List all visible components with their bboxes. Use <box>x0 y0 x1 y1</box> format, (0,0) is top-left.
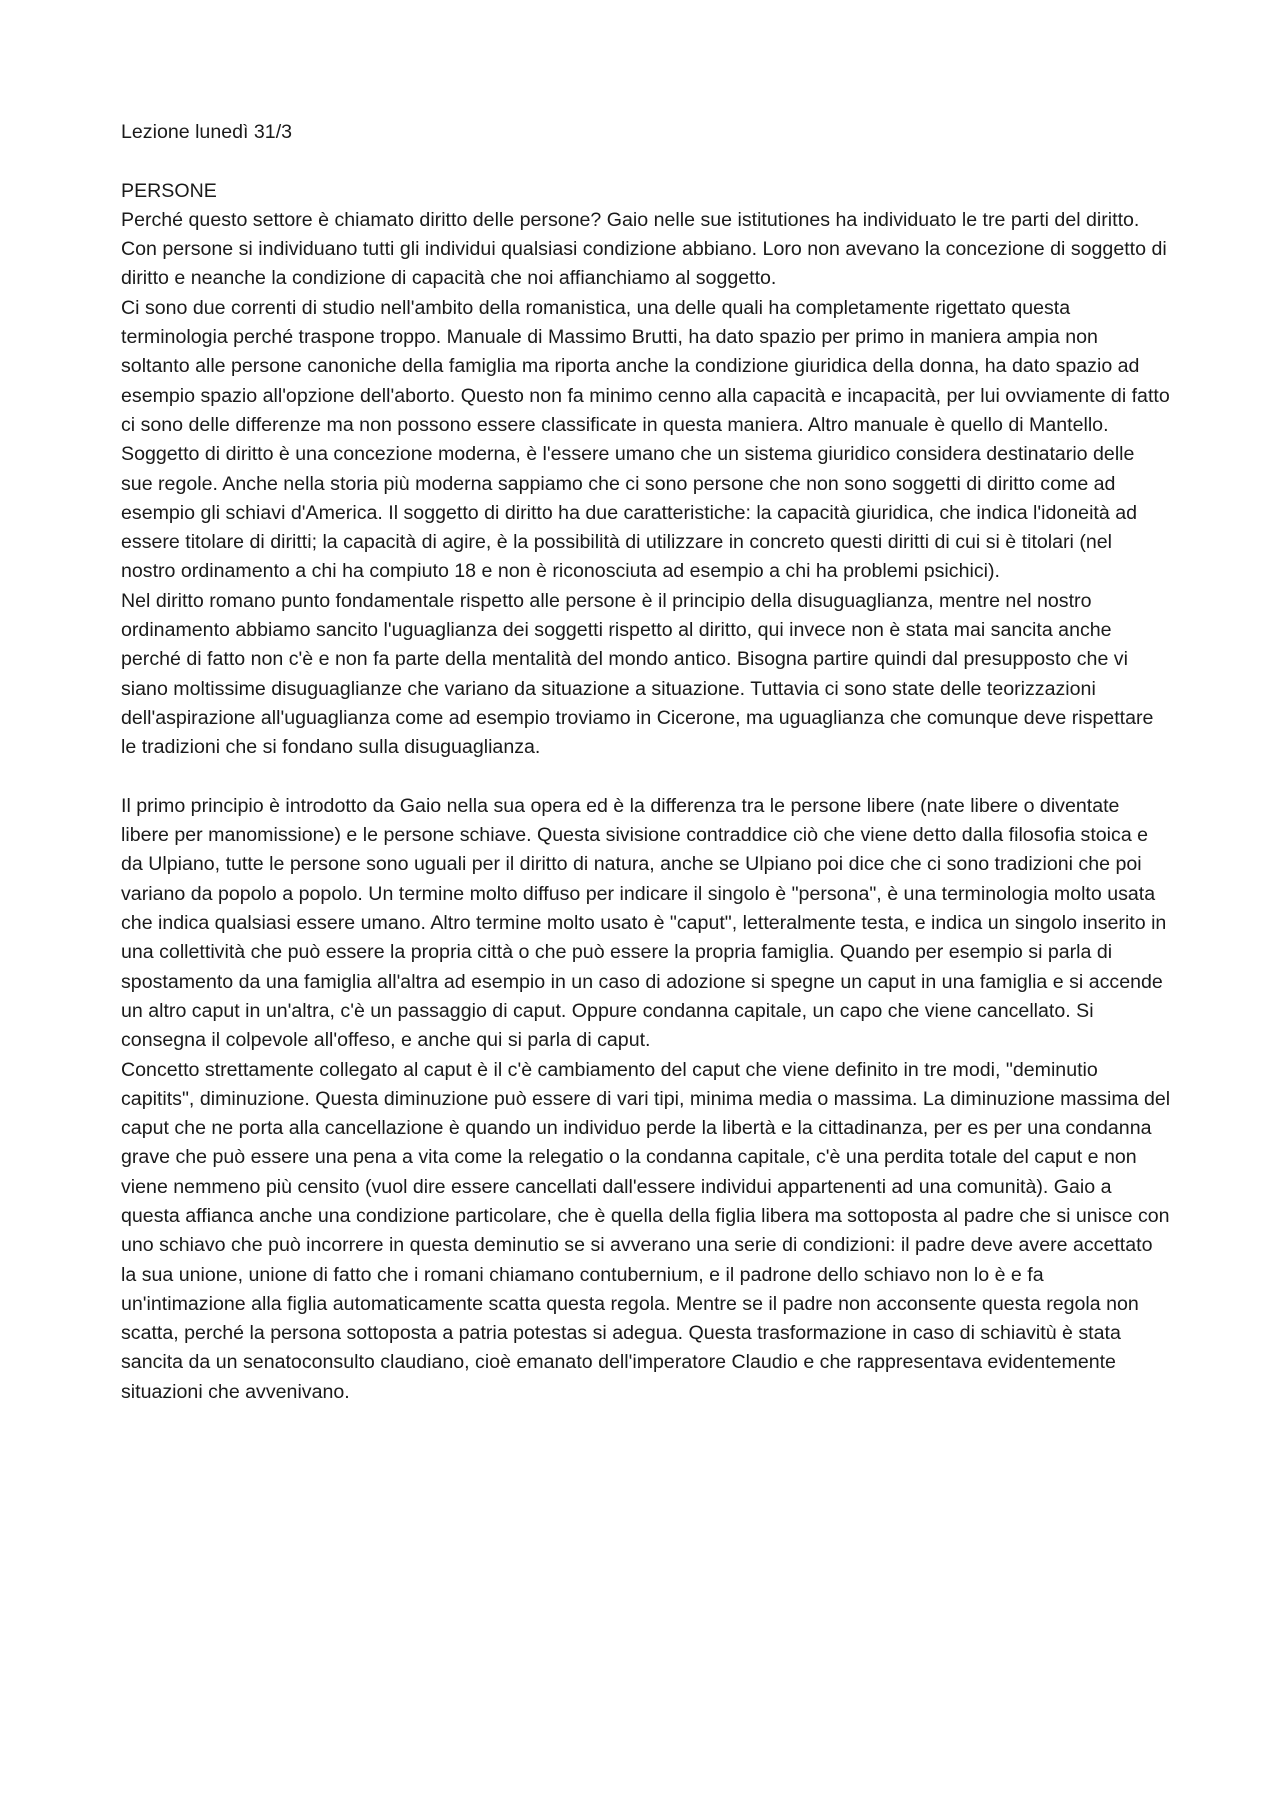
spacer <box>121 763 1171 792</box>
document-body <box>121 118 1171 1407</box>
paragraph: Concetto strettamente collegato al caput è il c'è cambiamento del caput che viene definito in tre modi, "deminutio capitits", diminuzione. Questa diminuzione può essere di vari tipi, minima media o massima. La diminuzione massima del caput che ne porta alla cancellazione è quando un individuo perde la libertà e la cittadinanza, per es per una condanna grave che può essere una pena a vita come la relegatio o la condanna capitale, c'è una perdita totale del caput e non viene nemmeno più censito (vuol dire essere cancellati dall'essere individui appartenenti ad una comunità). Gaio a questa affianca anche una condizione particolare, che è quella della figlia libera ma sottoposta al padre che si unisce con uno schiavo che può incorrere in questa deminutio se si avverano una serie di condizioni: il padre deve avere accettato la sua unione, unione di fatto che i romani chiamano contubernium, e il padrone dello schiavo non lo è e fa un'intimazione alla figlia automaticamente scatta questa regola. Mentre se il padre non acconsente questa regola non scatta, perché la persona sottoposta a patria potestas si adegua. Questa trasformazione in caso di schiavitù è stata sancita da un senatoconsulto claudiano, cioè emanato dell'imperatore Claudio e che rappresentava evidentemente situazioni che avvenivano. <box>121 1058 1171 1403</box>
spacer <box>121 147 1171 176</box>
paragraph: Ci sono due correnti di studio nell'ambito della romanistica, una delle quali ha completamente rigettato questa terminologia perché traspone troppo. Manuale di Massimo Brutti, ha dato spazio per primo in maniera ampia non soltanto alle persone canoniche della famiglia ma riporta anche la condizione giuridica della donna, ha dato spazio ad esempio spazio all'opzione dell'aborto. Questo non fa minimo cenno alla capacità e incapacità, per lui ovviamente di fatto ci sono delle differenze ma non possono essere classificate in questa maniera. Altro manuale è quello di Mantello. <box>121 296 1170 436</box>
lesson-header: Lezione lunedì 31/3 <box>121 121 293 143</box>
paragraph: Il primo principio è introdotto da Gaio nella sua opera ed è la differenza tra le persone libere (nate libere o diventate libere per manomissione) e le persone schiave. Questa sivisione contraddice ciò che viene detto dalla filosofia stoica e da Ulpiano, tutte le persone sono uguali per il diritto di natura, anche se Ulpiano poi dice che ci sono tradizioni che poi variano da popolo a popolo. Un termine molto diffuso per indicare il singolo è "persona", è una terminologia molto usata che indica qualsiasi essere umano. Altro termine molto usato è "caput", letteralmente testa, e indica un singolo inserito in una collettività che può essere la propria città o che può essere la propria famiglia. Quando per esempio si parla di spostamento da una famiglia all'altra ad esempio in un caso di adozione si spegne un caput in una famiglia e si accende un altro caput in un'altra, c'è un passaggio di caput. Oppure condanna capitale, un capo che viene cancellato. Si consegna il colpevole all'offeso, e anche qui si parla di caput. <box>121 794 1167 1052</box>
section-title: PERSONE <box>121 179 217 202</box>
paragraph: Soggetto di diritto è una concezione moderna, è l'essere umano che un sistema giuridico considera destinatario delle sue regole. Anche nella storia più moderna sappiamo che ci sono persone che non sono soggetti di diritto come ad esempio gli schiavi d'America. Il soggetto di diritto ha due caratteristiche: la capacità giuridica, che indica l'idoneità ad essere titolare di diritti; la capacità di agire, è la possibilità di utilizzare in concreto questi diritti di cui si è titolari (nel nostro ordinamento a chi ha compiuto 18 e non è riconosciuta ad esempio a chi ha problemi psichici). <box>121 443 1138 583</box>
paragraph: Nel diritto romano punto fondamentale rispetto alle persone è il principio della disuguaglianza, mentre nel nostro ordinamento abbiamo sancito l'uguaglianza dei soggetti rispetto al diritto, qui invece non è stata mai sancita anche perché di fatto non c'è e non fa parte della mentalità del mondo antico. Bisogna partire quindi dal presupposto che vi siano moltissime disuguaglianze che variano da situazione a situazione. Tuttavia ci sono state delle teorizzazioni dell'aspirazione all'uguaglianza come ad esempio troviamo in Cicerone, ma uguaglianza che comunque deve rispettare le tradizioni che si fondano sulla disuguaglianza. <box>121 589 1154 759</box>
paragraph: Perché questo settore è chiamato diritto delle persone? Gaio nelle sue istitutiones ha individuato le tre parti del diritto. Con persone si individuano tutti gli individui qualsiasi condizione abbiano. Loro non avevano la concezione di soggetto di diritto e neanche la condizione di capacità che noi affianchiamo al soggetto. <box>121 208 1167 290</box>
